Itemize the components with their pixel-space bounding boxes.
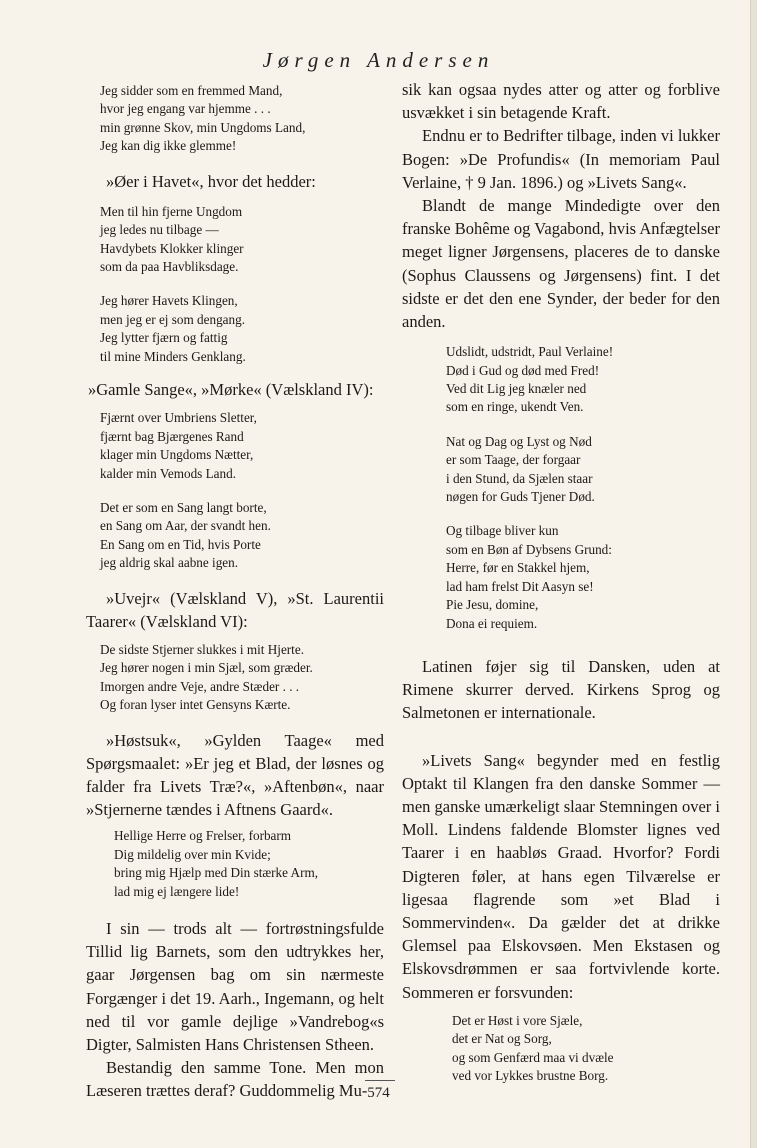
poem-line: som en ringe, ukendt Ven. [446,399,584,415]
paragraph: »Høstsuk«, »Gylden Taage« med Spørgsmaalet: »Er jeg et Blad, der løsnes og falder fra Livets Træ?«, »Aftenbøn«, naar »Stjernerne tændes i Aftnens Gaard«. [86,730,384,820]
page-number: 574 [367,1085,390,1101]
poem-stanza [446,522,720,632]
poem-stanza [100,499,384,573]
poem-line: min grønne Skov, min Ungdoms Land, [100,119,306,135]
poem-line: Nat og Dag og Lyst og Nød [446,433,592,449]
poem-line: Død i Gud og død med Fred! [446,362,600,378]
poem-line: nøgen for Guds Tjener Død. [446,489,595,505]
poem-line: En Sang om en Tid, hvis Porte [100,536,261,552]
poem-line: Jeg hører Havets Klingen, [100,293,238,309]
poem-line: som da paa Havbliksdage. [100,259,239,275]
poem-line: Udslidt, udstridt, Paul Verlaine! [446,344,614,360]
poem-line: Og tilbage bliver kun [446,523,559,539]
poem-line: og som Genfærd maa vi dvæle [452,1049,614,1065]
poem-line: kalder min Vemods Land. [100,465,237,481]
poem-line: Det er Høst i vore Sjæle, [452,1012,583,1028]
poem-line: fjærnt bag Bjærgenes Rand [100,428,244,444]
footer-rule [365,1080,395,1081]
paragraph: »Øer i Havet«, hvor det hedder: [106,171,316,191]
poem-line: Pie Jesu, domine, [446,597,539,613]
paragraph: »Uvejr« (Vælskland V), »St. Laurentii Taarer« (Vælskland VI): [86,588,384,631]
poem-line: Ved dit Lig jeg knæler ned [446,381,587,397]
poem-stanza [452,1012,720,1086]
poem-line: jeg aldrig skal aabne igen. [100,555,239,571]
paragraph: Blandt de mange Mindedigte over den franske Bohême og Vagabond, hvis Anfægtelser meget ligner Jørgensens, placeres de to danske (Sophus Claussens og Jørgensens) fint. I det sidste er det den ene Synder, der beder for den anden. [402,196,720,332]
poem-line: Det er som en Sang langt borte, [100,499,267,515]
running-header: Jørgen Andersen [262,48,495,72]
poem-line: men jeg er ej som dengang. [100,311,246,327]
poem-line: Jeg sidder som en fremmed Mand, [100,83,283,98]
poem-line: som en Bøn af Dybsens Grund: [446,541,612,557]
poem-line: Jeg kan dig ikke glemme! [100,138,237,154]
poem-stanza [100,641,384,715]
poem-line: i den Stund, da Sjælen staar [446,470,593,486]
poem-line: Men til hin fjerne Ungdom [100,203,243,219]
poem-line: hvor jeg engang var hjemme . . . [100,101,271,117]
poem-line: Jeg lytter fjærn og fattig [100,330,228,346]
poem-line: lad ham frelst Dit Aasyn se! [446,578,594,594]
poem-line: Herre, før en Stakkel hjem, [446,560,590,576]
poem-stanza [446,343,720,417]
poem-line: De sidste Stjerner slukkes i mit Hjerte. [100,641,305,657]
paragraph: sik kan ogsaa nydes atter og atter og forblive usvækket i sin betagende Kraft. [402,80,720,123]
poem-line: Jeg hører nogen i min Sjæl, som græder. [100,660,313,676]
poem-line: Og foran lyser intet Gensyns Kærte. [100,697,291,713]
poem-line: Havdybets Klokker klinger [100,240,244,256]
left-column [86,82,384,1103]
poem-line: jeg ledes nu tilbage — [100,222,219,238]
poem-line: det er Nat og Sorg, [452,1031,552,1047]
poem-line: er som Taage, der forgaar [446,452,581,468]
poem-line: bring mig Hjælp med Din stærke Arm, [114,865,319,881]
page-edge [751,0,757,1148]
poem-line: lad mig ej længere lide! [114,883,240,899]
right-column [402,82,720,1085]
poem-line: til mine Minders Genklang. [100,348,246,364]
paragraph: Endnu er to Bedrifter tilbage, inden vi lukker Bogen: »De Profundis« (In memoriam Paul Verlaine, † 9 Jan. 1896.) og »Livets Sang«. [402,126,720,192]
poem-stanza [100,409,384,483]
paragraph: Bestandig den samme Tone. Men mon Læseren trættes deraf? Guddommelig Mu- [86,1058,384,1101]
paragraph: Latinen føjer sig til Dansken, uden at Rimene skurrer derved. Kirkens Sprog og Salmetonen er internationale. [402,656,720,723]
paragraph: »Livets Sang« begynder med en festlig Optakt til Klangen fra den danske Sommer — men ganske umærkeligt slaar Stemningen over i Moll. Lindens faldende Blomster lignes ved Taarer i en haabløs Graad. Hvorfor? Fordi Digteren føler, at hans egen Tilværelse er ligesaa flagrende som »et Blad i Sommervinden«. Da gælder det at drikke Glemsel paa Elskovsøen. Men Ekstasen og Elskovsdrømmen er saa fortvivlende korte. Sommeren er forsvunden: [402,750,721,1002]
poem-line: en Sang om Aar, der svandt hen. [100,518,271,534]
paragraph: I sin — trods alt — fortrøstningsfulde Tillid lig Barnets, som den udtrykkes her, gaar Jørgensen bag om sin nærmeste Forgænger i det 19. Aarh., Ingemann, og helt ned til vor gamle dejlige »Vandrebog«s Digter, Salmisten Hans Christensen Stheen. [86,919,384,1055]
paragraph: »Gamle Sange«, »Mørke« (Vælskland IV): [88,380,374,400]
poem-line: Dona ei requiem. [446,615,538,631]
poem-stanza [100,82,384,156]
poem-line: Dig mildelig over min Kvide; [114,846,271,862]
poem-stanza [100,203,384,277]
page-edge-line [750,0,751,1148]
poem-line: klager min Ungdoms Nætter, [100,447,254,463]
poem-stanza [114,827,384,901]
poem-line: Hellige Herre og Frelser, forbarm [114,828,292,844]
poem-line: Fjærnt over Umbriens Sletter, [100,410,257,426]
poem-line: ved vor Lykkes brustne Borg. [452,1067,609,1083]
poem-stanza [100,292,384,366]
poem-stanza [446,433,720,507]
poem-line: Imorgen andre Veje, andre Stæder . . . [100,678,300,694]
